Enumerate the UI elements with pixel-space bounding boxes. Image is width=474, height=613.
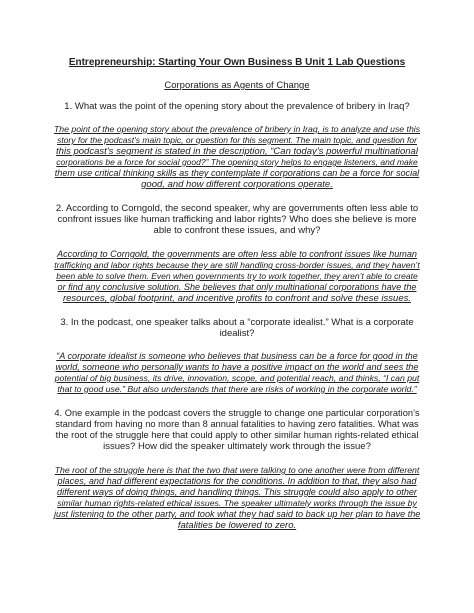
answer-1-line-1: The point of the opening story about the prevalence of bribery in Iraq, is to analyze and use this <box>54 124 421 134</box>
page-subtitle: Corporations as Agents of Change <box>164 80 310 91</box>
answer-4-line-5: just listening to the other party, and took what they had said to back up her plan to have the <box>54 509 421 519</box>
answer-1-line-3: this podcast’s segment is stated in the description, “Can today’s powerful multinational <box>56 146 418 157</box>
question-4-line-2: standard from having no more than 8 annual fatalities to having zero fatalities. What was <box>55 419 419 429</box>
answer-2-line-3: been able to solve them. Even when governments try to work together, they aren’t able to create <box>56 271 418 281</box>
answer-2-line-5: resources, global footprint, and incentive profits to confront and solve these issues. <box>62 293 411 304</box>
answer-2-line-1: According to Corngold, the governments are often less able to confront issues like human <box>57 249 417 259</box>
question-3-line-2: idealist? <box>219 328 255 339</box>
question-2-line-1: 2. According to Corngold, the second speaker, why are governments often less able to <box>55 203 419 214</box>
answer-1-line-4: corporations be a force for social good?” The opening story helps to engage listeners, and make <box>56 157 418 167</box>
question-1-line-1: 1. What was the point of the opening story about the prevalence of bribery in Iraq? <box>64 101 410 112</box>
answer-1-line-6: good, and how different corporations operate. <box>141 179 333 190</box>
question-4-line-3: the root of the struggle here that could apply to other similar human rights-related ethical <box>55 430 419 440</box>
answer-4-line-1: The root of the struggle here is that the two that were talking to one another were from different <box>54 465 420 475</box>
question-4-line-1: 4. One example in the podcast covers the struggle to change one particular corporation’s <box>54 408 420 418</box>
question-4-line-4: issues? How did the speaker ultimately work through the issue? <box>103 441 371 452</box>
question-2-line-2: confront issues like human trafficking and labor rights? Who does she believe is more <box>57 214 417 225</box>
answer-2-line-2: trafficking and labor rights because they are still handling cross-border issues, and they haven’t <box>54 260 420 270</box>
answer-4-line-3: different ways of doing things, and handling things. This struggle could also apply to other <box>57 487 417 497</box>
answer-3-line-3: potential of big business, its drive, innovation, scope, and potential reach, and thinks, “I can put <box>54 373 420 383</box>
answer-4-line-4: similar human rights-related ethical issues. The speaker ultimately works through the issue by <box>57 498 417 508</box>
answer-3-line-1: “A corporate idealist is someone who believes that business can be a force for good in the <box>56 351 418 361</box>
answer-4-line-6: fatalities be lowered to zero. <box>177 520 297 531</box>
answer-3-line-2: world, someone who personally wants to have a positive impact on the world and sees the <box>55 362 419 372</box>
answer-4-line-2: places, and had different expectations for the conditions. In addition to that, they also had <box>57 476 417 486</box>
answer-3-line-4: that to good use.” But also understands that there are risks of working in the corporate world.” <box>57 384 417 394</box>
answer-1-line-5: them use critical thinking skills as they contemplate if corporations can be a force for social <box>54 168 420 178</box>
question-2-line-3: able to confront these issues, and why? <box>153 225 321 236</box>
question-3-line-1: 3. In the podcast, one speaker talks about a “corporate idealist.” What is a corporate <box>60 317 414 328</box>
answer-2-line-4: or find any conclusive solution. She believes that only multinational corporations have the <box>57 282 417 292</box>
answer-1-line-2: story for the podcast’s main topic, or question for this segment. The main topic, and question for <box>57 135 417 145</box>
page-title: Entrepreneurship: Starting Your Own Business B Unit 1 Lab Questions <box>68 57 406 68</box>
